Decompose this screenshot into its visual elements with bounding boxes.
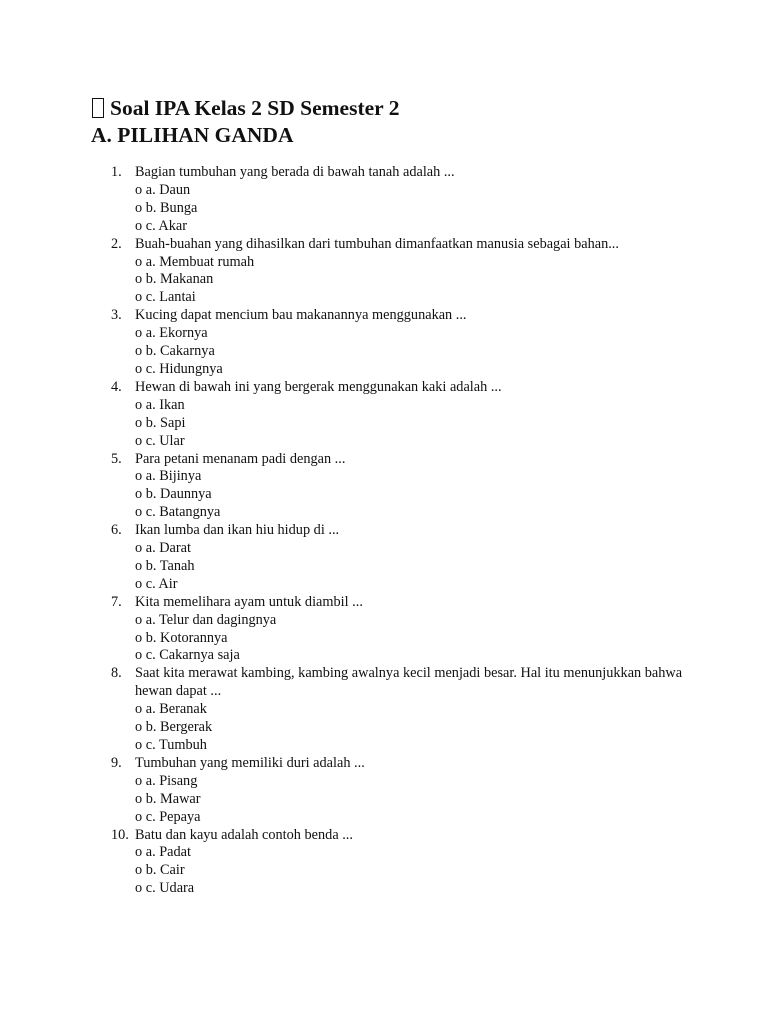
- section-heading: A. PILIHAN GANDA: [91, 123, 294, 147]
- answer-option: o c. Akar: [135, 217, 188, 234]
- question-item: [0, 594, 685, 666]
- question-number: 9.: [111, 754, 122, 771]
- question-text: Kita memelihara ayam untuk diambil ...: [135, 593, 363, 610]
- answer-option: o c. Lantai: [135, 289, 196, 306]
- answer-option: o a. Telur dan dagingnya: [135, 611, 277, 628]
- question-text: Para petani menanam padi dengan ...: [135, 450, 346, 467]
- answer-option: o c. Batangnya: [135, 504, 221, 521]
- answer-option: o b. Cakarnya: [135, 343, 215, 360]
- missing-glyph-icon: [92, 98, 104, 118]
- answer-option: o a. Padat: [135, 844, 191, 861]
- answer-option: o b. Mawar: [135, 790, 201, 807]
- question-text: Hewan di bawah ini yang bergerak menggunakan kaki adalah ...: [135, 378, 502, 395]
- answer-option: o a. Bijinya: [135, 468, 202, 485]
- question-item: [0, 522, 685, 594]
- question-number: 5.: [111, 450, 122, 467]
- answer-option: o b. Sapi: [135, 414, 186, 431]
- answer-option: o b. Makanan: [135, 271, 214, 288]
- answer-option: o c. Hidungnya: [135, 360, 223, 377]
- answer-option: o c. Air: [135, 575, 178, 592]
- answer-option: o a. Membuat rumah: [135, 253, 255, 270]
- question-text: Saat kita merawat kambing, kambing awalnya kecil menjadi besar. Hal itu menunjukkan bahwa hewan dapat ...: [135, 665, 683, 700]
- question-text: Tumbuhan yang memiliki duri adalah ...: [135, 754, 365, 771]
- answer-option: o c. Cakarnya saja: [135, 647, 240, 664]
- question-text: Ikan lumba dan ikan hiu hidup di ...: [135, 522, 340, 539]
- question-number: 2.: [111, 235, 122, 252]
- title-block: [91, 95, 399, 149]
- document-title: Soal IPA Kelas 2 SD Semester 2: [110, 96, 400, 120]
- answer-option: o b. Kotorannya: [135, 629, 228, 646]
- question-text: Kucing dapat mencium bau makanannya menggunakan ...: [135, 307, 467, 324]
- question-item: [0, 665, 685, 755]
- question-number: 10.: [111, 826, 129, 843]
- answer-option: o c. Pepaya: [135, 808, 201, 825]
- question-item: [0, 164, 685, 236]
- answer-option: o b. Bergerak: [135, 719, 213, 736]
- document-title-line: [91, 95, 399, 122]
- answer-option: o a. Beranak: [135, 701, 207, 718]
- answer-option: o b. Bunga: [135, 199, 198, 216]
- question-number: 8.: [111, 665, 122, 682]
- answer-option: o c. Udara: [135, 880, 195, 897]
- answer-option: o b. Daunnya: [135, 486, 212, 503]
- question-number: 7.: [111, 593, 122, 610]
- question-item: [0, 451, 685, 523]
- question-item: [0, 827, 685, 899]
- question-number: 1.: [111, 164, 122, 180]
- answer-option: o b. Tanah: [135, 557, 195, 574]
- answer-option: o a. Daun: [135, 181, 191, 198]
- answer-option: o a. Ikan: [135, 396, 185, 413]
- question-item: [0, 307, 685, 379]
- answer-option: o a. Ekornya: [135, 325, 208, 342]
- answer-option: o a. Darat: [135, 540, 191, 557]
- question-item: [0, 236, 685, 308]
- question-item: [0, 379, 685, 451]
- question-list: [0, 164, 685, 898]
- question-number: 3.: [111, 307, 122, 324]
- question-number: 6.: [111, 522, 122, 539]
- question-text: Bagian tumbuhan yang berada di bawah tanah adalah ...: [135, 164, 455, 180]
- question-text: Buah-buahan yang dihasilkan dari tumbuhan dimanfaatkan manusia sebagai bahan...: [135, 235, 619, 252]
- answer-option: o a. Pisang: [135, 772, 198, 789]
- question-item: [0, 755, 685, 827]
- answer-option: o c. Tumbuh: [135, 737, 207, 753]
- answer-option: o b. Cair: [135, 862, 185, 879]
- question-text: Batu dan kayu adalah contoh benda ...: [135, 826, 353, 843]
- answer-option: o c. Ular: [135, 432, 185, 449]
- question-number: 4.: [111, 378, 122, 395]
